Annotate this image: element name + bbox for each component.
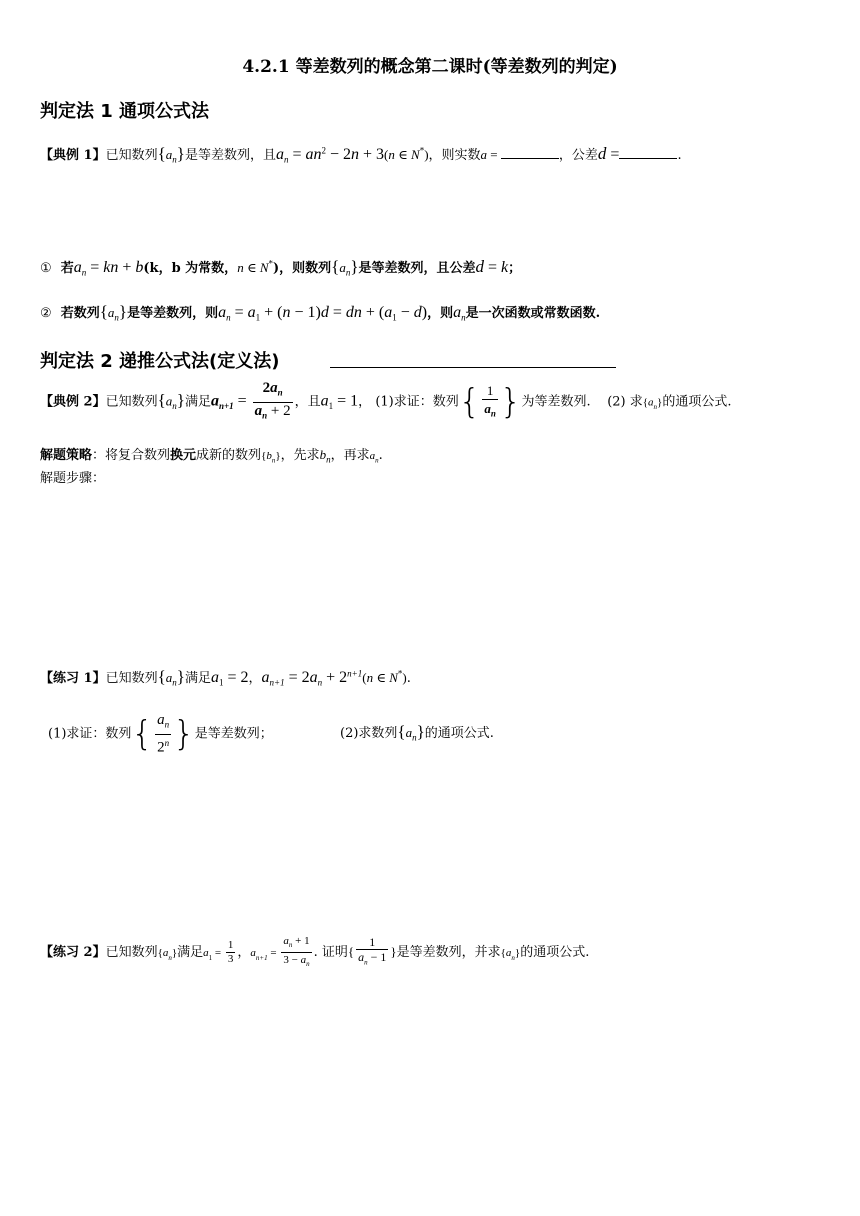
note-2: ② 若数列$\{a_n\}$是等差数列，则$a_n = a_1 + (n - 1)d$ = dn + $(a_1 - d)$，则$a_n$是一次函数或常数函数. (40, 302, 601, 323)
practice1-part1: (1)求证：数列{ $\frac{a_n}{2^n}$ }是等差数列； (48, 712, 273, 755)
heading-underline (330, 367, 616, 368)
method1-heading: 判定法 1 通项公式法 (40, 101, 210, 122)
practice1: 【练习 1】已知数列$\{a_n\}$满足$a_1 = 2$，$a_{n+1} = 2a_n + 2^{n+1}(n$ ∈ N*). (40, 667, 411, 688)
example1: 【典例 1】已知数列$\{a_n\}$是等差数列，且$a_n = an^2 - 2n + 3(n$ ∈ N*)，则实数a = ，公差d = . (40, 144, 682, 165)
note-1: ① 若$a_n$ = kn + b(k，b 为常数，n ∈ N*)，则数列$\{a_n\}$是等差数列，且公差d = k； (40, 257, 522, 278)
answer-blank-a[interactable] (501, 158, 559, 159)
steps-label: 解题步骤： (40, 471, 106, 486)
practice1-part2: (2)求数列$\{a_n\}$的通项公式. (340, 722, 494, 743)
method2-heading: 判定法 2 递推公式法(定义法) (40, 351, 280, 372)
practice2: 【练习 2】已知数列$\{a_n\}$满足$a_1$ = $\frac{1}{3}$ ，$a_{n+1}$ = $\frac{a_n + 1}{3 - a_n}$ . 证明{ $\frac{1}{a_n - 1}$ }是等差数列，并求$\{a_n\}$的通项公式. (40, 935, 590, 969)
recurrence-fraction: $\frac{2a_n}{a_n + 2}$ (254, 380, 291, 421)
answer-blank-d[interactable] (619, 158, 677, 159)
page-title: 4.2.1 等差数列的概念第二课时(等差数列的判定) (242, 57, 618, 77)
example2: 【典例 2】已知数列$\{a_n\}$满足$a_{n+1}$ = $\frac{2a_n}{a_n + 2}$ ，且$a_1 = 1$， (1)求证：数列{ $\frac{1}{a_n}$ }为等差数列. (2) 求$\{a_n\}$的通项公式. (40, 380, 731, 424)
strategy-line: 解题策略：将复合数列换元成新的数列$\{b_n\}$，先求$b_n$，再求$a_n$. (40, 447, 383, 465)
